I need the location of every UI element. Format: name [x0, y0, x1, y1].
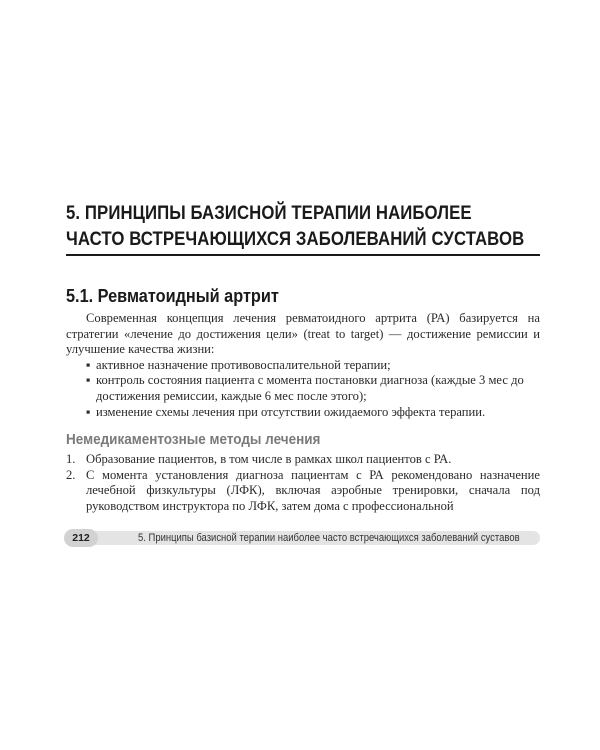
bullet-icon: ▪	[86, 373, 91, 388]
chapter-title-line-2: ЧАСТО ВСТРЕЧАЮЩИХСЯ ЗАБОЛЕВАНИЙ СУСТАВОВ	[66, 228, 525, 250]
item-number: 2.	[66, 467, 76, 482]
bullet-text: контроль состояния пациента с момента постановки диагноза (каждые 3 мес до достижения ремиссии, каждые 6 мес после этого);	[96, 373, 524, 403]
page-footer	[64, 529, 540, 547]
numbered-item	[66, 452, 540, 468]
chapter-title	[66, 200, 525, 252]
bullet-icon: ▪	[86, 357, 91, 372]
strategy-bullet-list	[66, 358, 540, 420]
bullet-text: активное назначение противовоспалительной терапии;	[96, 357, 391, 372]
section-body	[66, 311, 540, 515]
subsection-title: Немедикаментозные методы лечения	[66, 431, 321, 449]
page-number: 212	[64, 529, 98, 547]
bullet-text: изменение схемы лечения при отсутствии ожидаемого эффекта терапии.	[96, 404, 486, 419]
treatment-numbered-list	[66, 452, 540, 514]
bullet-item	[86, 405, 540, 421]
bullet-icon: ▪	[86, 404, 91, 419]
chapter-title-line-1: 5. ПРИНЦИПЫ БАЗИСНОЙ ТЕРАПИИ НАИБОЛЕЕ	[66, 202, 472, 224]
bullet-item	[86, 358, 540, 374]
running-title: 5. Принципы базисной терапии наиболее часто встречающихся заболеваний суставов	[138, 532, 520, 544]
chapter-title-rule	[66, 254, 540, 256]
bullet-item	[86, 373, 540, 404]
section-title: 5.1. Ревматоидный артрит	[66, 285, 279, 306]
item-text: Образование пациентов, в том числе в рамках школ пациентов с РА.	[86, 452, 452, 467]
intro-paragraph: Современная концепция лечения ревматоидного артрита (РА) базируется на стратегии «лечение до достижения цели» (treat to target) — достижение ремиссии и улучшение качества жизни:	[66, 311, 540, 357]
item-number: 1.	[66, 452, 76, 467]
item-text: С момента установления диагноза пациентам с РА рекомендовано назначение лечебной физкультуры (ЛФК), включая аэробные тренировки, сначала под руководством инструктора по ЛФК, затем дома с профессиональной	[86, 467, 540, 513]
numbered-item	[66, 468, 540, 515]
